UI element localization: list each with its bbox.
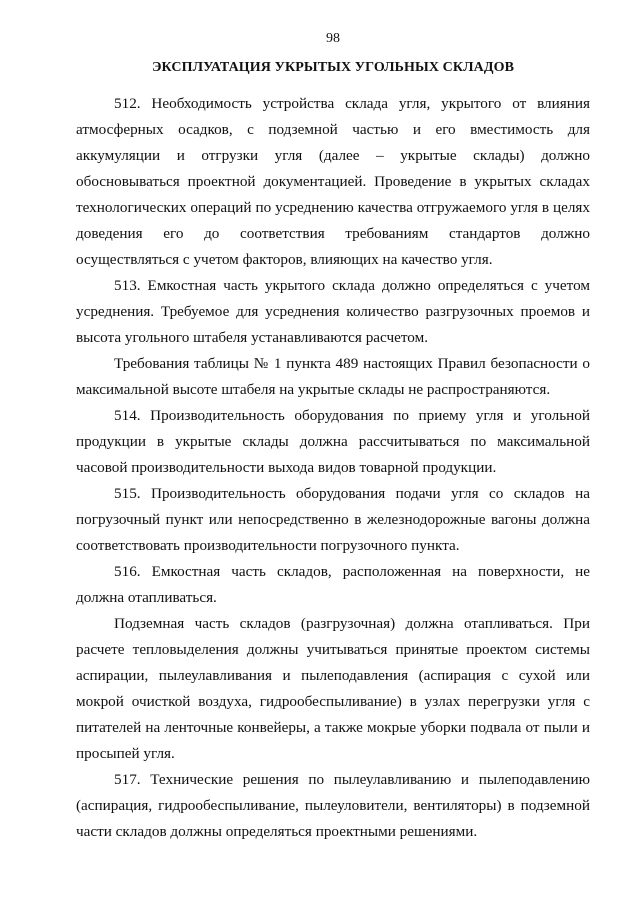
paragraph-515: 515. Производительность оборудования подачи угля со складов на погрузочный пункт или непосредственно в железнодорожные вагоны должна соответствовать производительности погрузочного пункта. <box>76 485 590 554</box>
paragraph-517: 517. Технические решения по пылеулавливанию и пылеподавлению (аспирация, гидрообеспыливание, пылеуловители, вентиляторы) в подземной части складов должны определяться проектными решениями. <box>76 771 590 840</box>
paragraph-513-note: Требования таблицы № 1 пункта 489 настоящих Правил безопасности о максимальной высоте штабеля на укрытые склады не распространяются. <box>76 355 590 398</box>
paragraph-514: 514. Производительность оборудования по приему угля и угольной продукции в укрытые склады должна рассчитываться по максимальной часовой производительности выхода видов товарной продукции. <box>76 407 590 476</box>
paragraph-516-heating: Подземная часть складов (разгрузочная) должна отапливаться. При расчете тепловыделения должны учитываться принятые проектом системы аспирации, пылеулавливания и пылеподавления (аспирация с сухой или мокрой очисткой воздуха, гидрообеспыливание) в узлах перегрузки угля с питателей на ленточные конвейеры, а также мокрые уборки подвала от пыли и просыпей угля. <box>76 615 590 762</box>
paragraph-516: 516. Емкостная часть складов, расположенная на поверхности, не должна отапливаться. <box>76 563 590 606</box>
page-number: 98 <box>326 31 340 46</box>
section-title: ЭКСПЛУАТАЦИЯ УКРЫТЫХ УГОЛЬНЫХ СКЛАДОВ <box>151 60 515 75</box>
paragraph-513: 513. Емкостная часть укрытого склада должно определяться с учетом усреднения. Требуемое для усреднения количество разгрузочных проемов и высота угольного штабеля устанавливаются расчетом. <box>76 277 590 346</box>
paragraph-512: 512. Необходимость устройства склада угля, укрытого от влияния атмосферных осадков, с подземной частью и его вместимость для аккумуляции и отгрузки угля (далее – укрытые склады) должно обосновываться проектной документацией. Проведение в укрытых складах технологических операций по усреднению качества отгружаемого угля в целях доведения его до соответствия требованиям стандартов должно осуществляться с учетом факторов, влияющих на качество угля. <box>76 95 590 268</box>
